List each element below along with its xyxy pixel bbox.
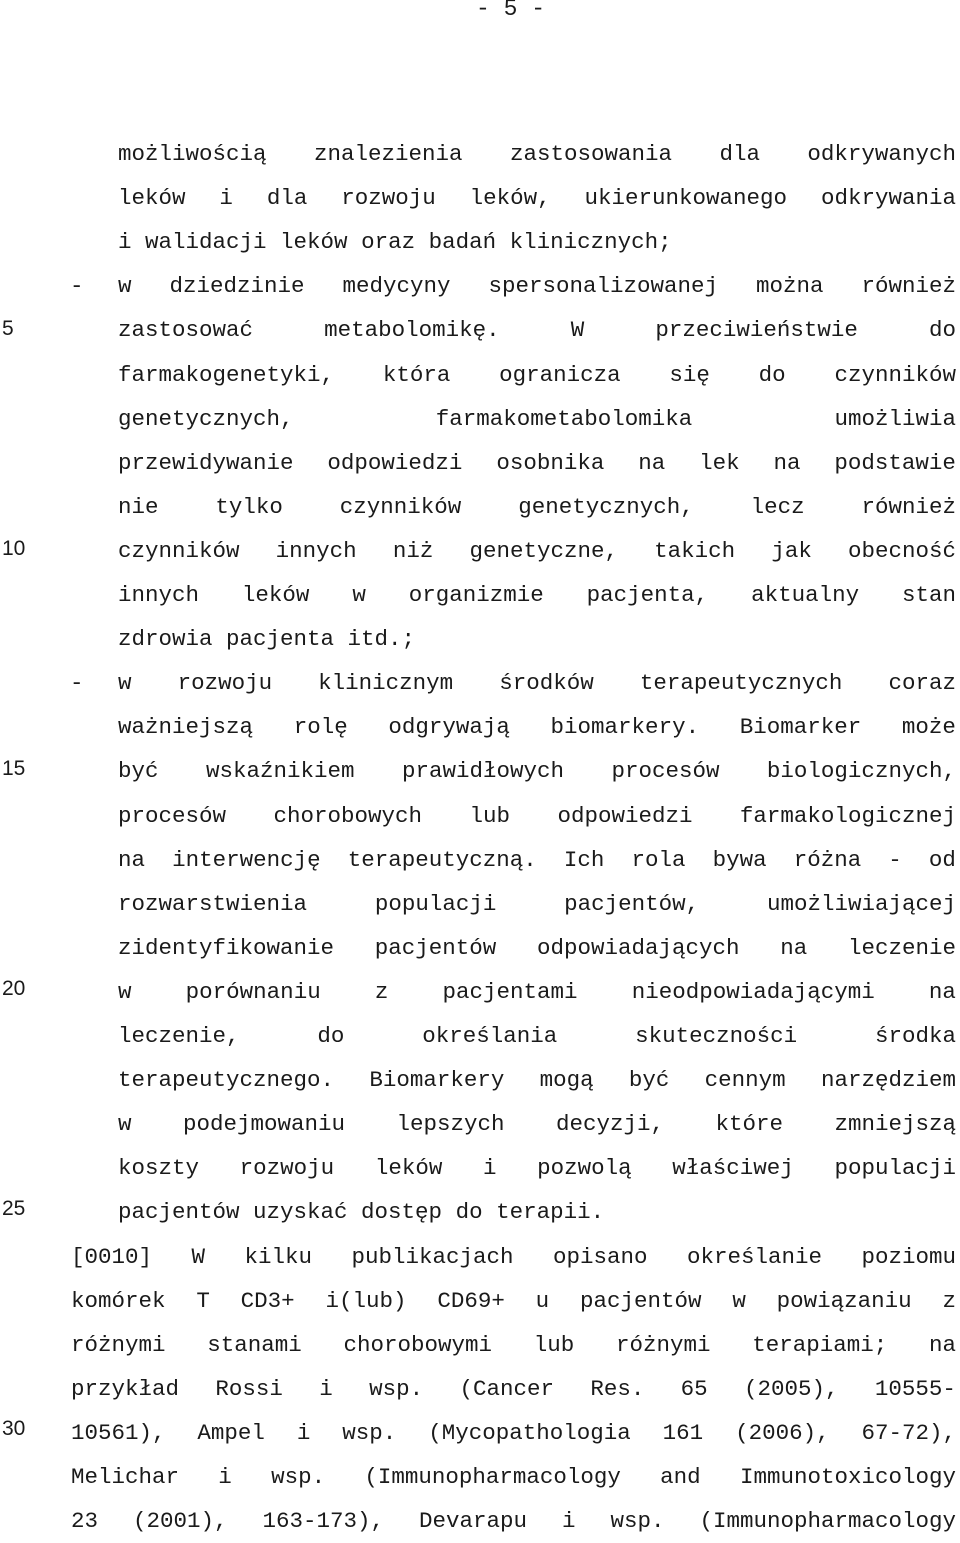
text-line: przewidywanie odpowiedzi osobnika na lek na podstawie (118, 449, 956, 476)
text-line: procesów chorobowych lub odpowiedzi farmakologicznej (118, 802, 956, 829)
line-number: 10 (2, 537, 26, 560)
list-dash: - (70, 670, 84, 697)
text-line: koszty rozwoju leków i pozwolą właściwej populacji (118, 1155, 956, 1182)
text-line: rozwarstwienia populacji pacjentów, umożliwiającej (118, 890, 956, 917)
text-line: genetycznych, farmakometabolomika umożliwia (118, 405, 956, 432)
text-line: terapeutycznego. Biomarkery mogą być cennym narzędziem (118, 1067, 956, 1094)
text-line: zidentyfikowanie pacjentów odpowiadających na leczenie (118, 934, 956, 961)
text-line: leków i dla rozwoju leków, ukierunkowanego odkrywania (118, 185, 956, 212)
text-line: farmakogenetyki, która ogranicza się do czynników (118, 361, 956, 388)
text-line: i walidacji leków oraz badań klinicznych; (118, 229, 672, 256)
text-line: [0010] W kilku publikacjach opisano określanie poziomu (71, 1243, 956, 1270)
text-line: nie tylko czynników genetycznych, lecz również (118, 493, 956, 520)
text-line: w rozwoju klinicznym środków terapeutycznych coraz (118, 670, 956, 697)
line-number: 5 (2, 317, 14, 340)
text-line: możliwością znalezienia zastosowania dla odkrywanych (118, 141, 956, 167)
text-line: w dziedzinie medycyny spersonalizowanej można również (118, 273, 956, 300)
text-line: pacjentów uzyskać dostęp do terapii. (118, 1199, 605, 1226)
line-number: 20 (2, 977, 26, 1000)
line-number: 15 (2, 757, 26, 780)
text-line: w porównaniu z pacjentami nieodpowiadającymi na (118, 978, 956, 1005)
text-line: w podejmowaniu lepszych decyzji, które zmniejszą (118, 1111, 956, 1138)
text-line: 10561), Ampel i wsp. (Mycopathologia 161 (2006), 67-72), (71, 1419, 956, 1446)
text-line: leczenie, do określania skuteczności środka (118, 1023, 956, 1049)
text-line: zastosować metabolomikę. W przeciwieństwie do (118, 317, 956, 344)
page-number: - 5 - (476, 0, 546, 22)
line-number: 30 (2, 1417, 26, 1440)
line-number: 25 (2, 1197, 26, 1220)
text-line: innych leków w organizmie pacjenta, aktualny stan (118, 582, 956, 608)
text-line: czynników innych niż genetyczne, takich jak obecność (118, 537, 956, 564)
text-line: różnymi stanami chorobowymi lub różnymi terapiami; na (71, 1331, 956, 1358)
list-dash: - (70, 273, 84, 300)
text-line: komórek T CD3+ i(lub) CD69+ u pacjentów w powiązaniu z (71, 1287, 956, 1314)
text-line: 23 (2001), 163-173), Devarapu i wsp. (Immunopharmacology (71, 1508, 956, 1535)
text-line: przykład Rossi i wsp. (Cancer Res. 65 (2005), 10555- (71, 1375, 956, 1402)
text-line: zdrowia pacjenta itd.; (118, 626, 416, 653)
text-line: być wskaźnikiem prawidłowych procesów biologicznych, (118, 758, 956, 785)
text-line: Melichar i wsp. (Immunopharmacology and Immunotoxicology (71, 1464, 956, 1490)
text-line: na interwencję terapeutyczną. Ich rola bywa różna - od (118, 846, 956, 873)
text-line: ważniejszą rolę odgrywają biomarkery. Biomarker może (118, 714, 956, 741)
